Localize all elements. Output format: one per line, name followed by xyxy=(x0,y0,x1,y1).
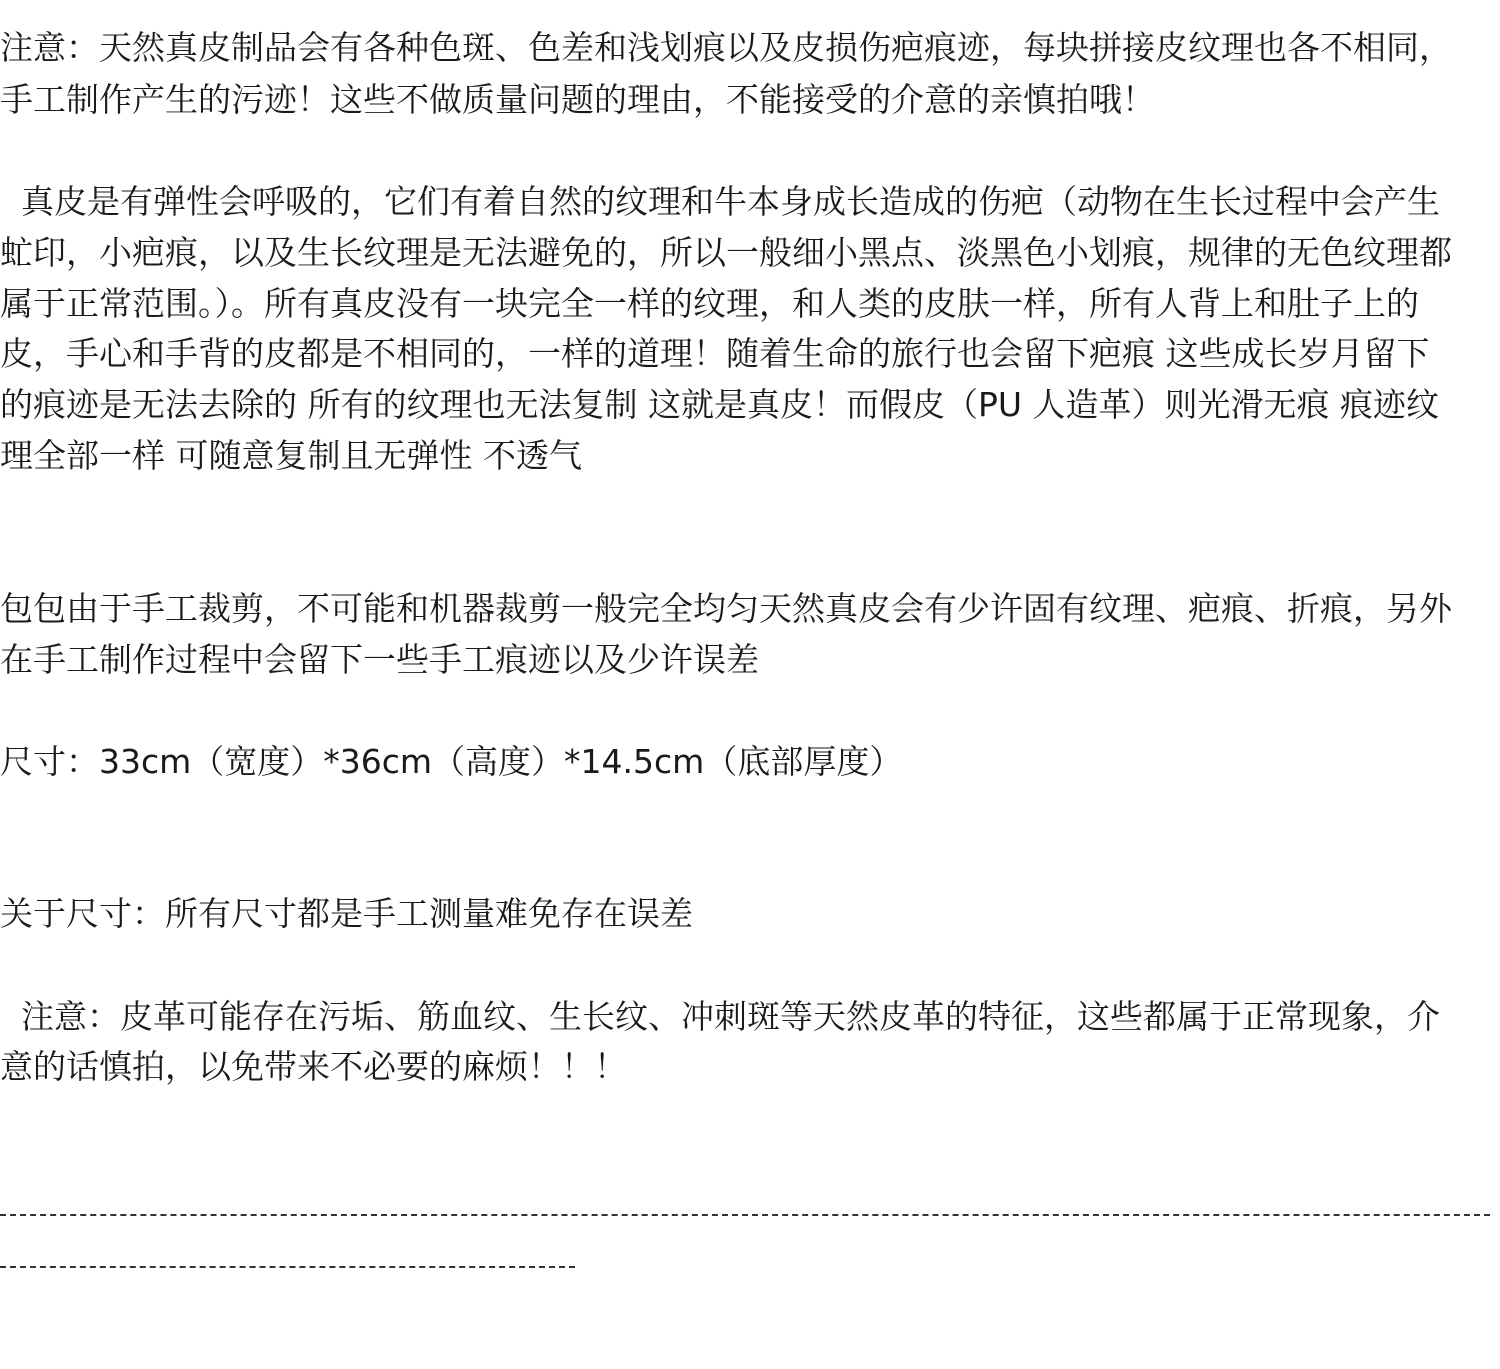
handmade-line-1: 包包由于手工裁剪，不可能和机器裁剪一般完全均匀天然真皮会有少许固有纹理、疤痕、折痕，另外 xyxy=(0,589,1452,628)
size-text: 尺寸：33cm（宽度）*36cm（高度）*14.5cm（底部厚度） xyxy=(0,742,903,781)
size-note-text: 关于尺寸：所有尺寸都是手工测量难免存在误差 xyxy=(0,894,693,933)
notice2-line-1: 注意：皮革可能存在污垢、筋血纹、生长纹、冲刺斑等天然皮革的特征，这些都属于正常现象，介 xyxy=(0,997,1440,1036)
leather-info-line-2: 虻印，小疤痕，以及生长纹理是无法避免的，所以一般细小黑点、淡黑色小划痕，规律的无色纹理都 xyxy=(0,233,1452,272)
leather-info-line-5: 的痕迹是无法去除的 所有的纹理也无法复制 这就是真皮！而假皮（PU 人造革）则光滑无痕 痕迹纹 xyxy=(0,385,1440,424)
handmade-line-2: 在手工制作过程中会留下一些手工痕迹以及少许误差 xyxy=(0,640,759,679)
leather-info-line-4: 皮，手心和手背的皮都是不相同的，一样的道理！随着生命的旅行也会留下疤痕 这些成长岁月留下 xyxy=(0,334,1430,373)
dashed-divider-1 xyxy=(0,1214,1490,1216)
dashed-divider-2 xyxy=(0,1266,575,1268)
leather-info-line-1: 真皮是有弹性会呼吸的，它们有着自然的纹理和牛本身成长造成的伤疤（动物在生长过程中会产生 xyxy=(0,182,1440,221)
notice2-line-2: 意的话慎拍，以免带来不必要的麻烦！！！ xyxy=(0,1047,627,1086)
leather-info-line-3: 属于正常范围。）。所有真皮没有一块完全一样的纹理，和人类的皮肤一样，所有人背上和肚子上的 xyxy=(0,284,1419,323)
notice-line-1: 注意：天然真皮制品会有各种色斑、色差和浅划痕以及皮损伤疤痕迹，每块拼接皮纹理也各不相同， xyxy=(0,28,1452,67)
leather-info-line-6: 理全部一样 可随意复制且无弹性 不透气 xyxy=(0,436,582,475)
notice-line-2: 手工制作产生的污迹！这些不做质量问题的理由，不能接受的介意的亲慎拍哦！ xyxy=(0,80,1155,119)
